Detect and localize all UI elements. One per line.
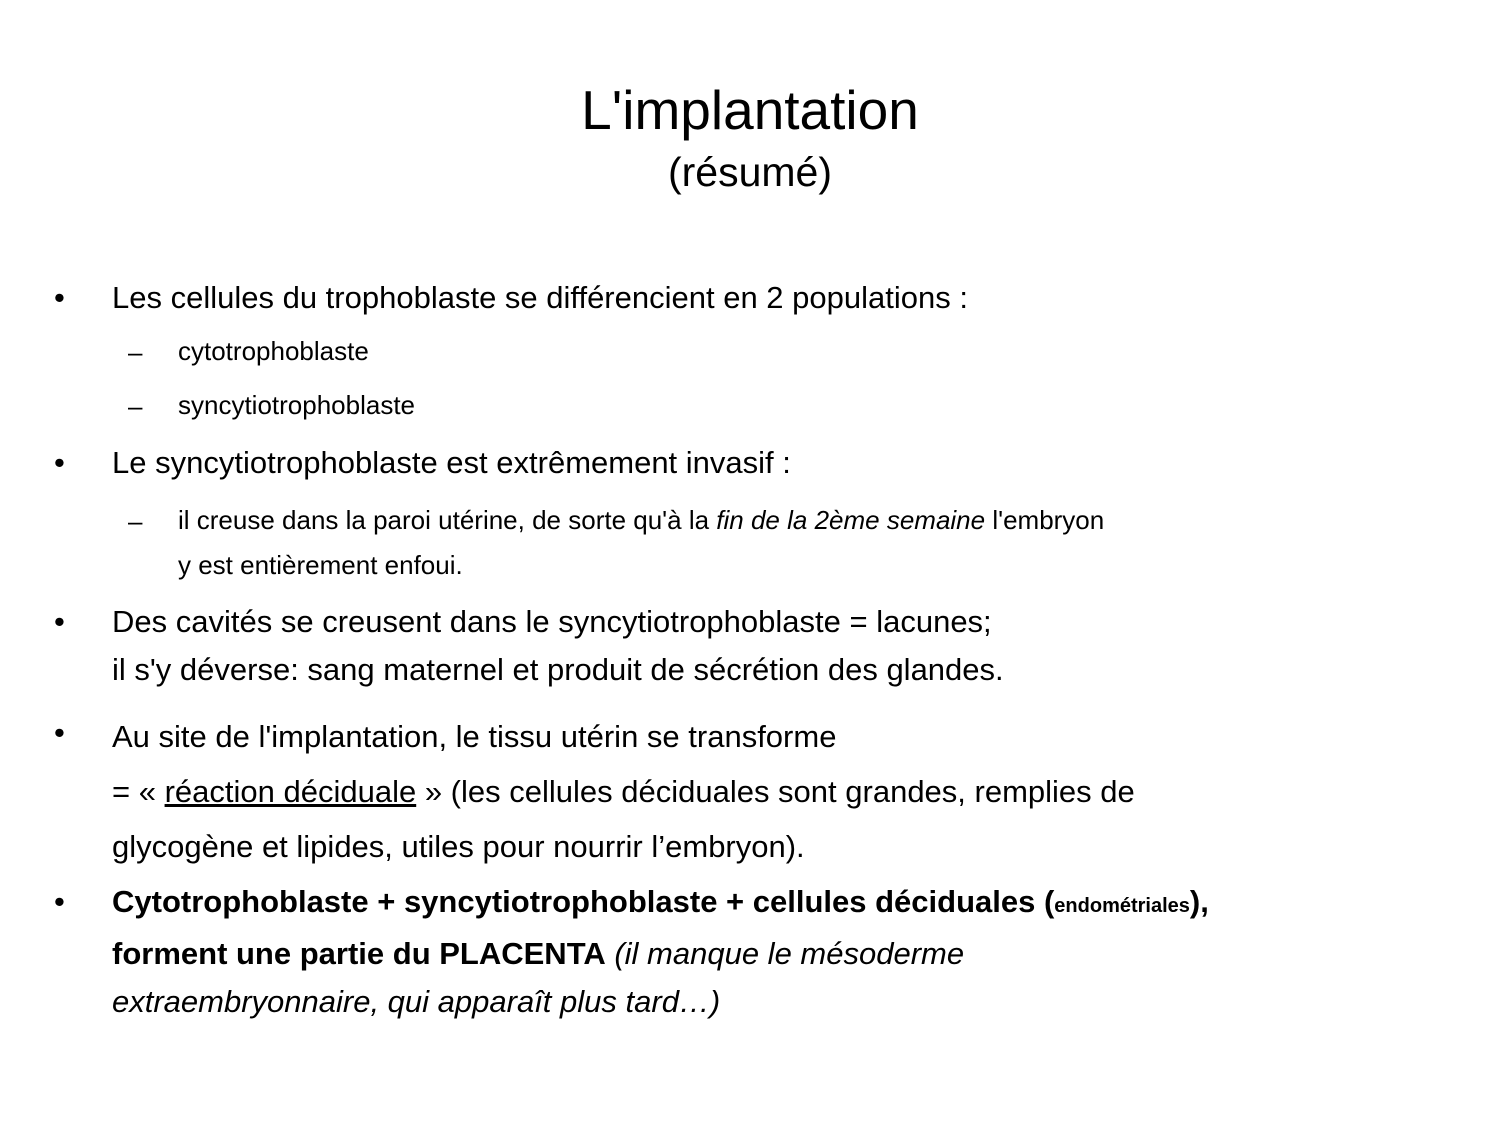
sub-bullet-2-1-italic: fin de la 2ème semaine — [716, 505, 986, 535]
bullet-5-italic2: extraembryonnaire, qui apparaît plus tard…) — [112, 984, 721, 1019]
bullet-5-bold3: forment une partie du PLACENTA — [112, 936, 606, 971]
slide-subtitle: (résumé) — [667, 149, 833, 195]
bullet-marker: • — [54, 715, 65, 750]
bullet-3-text — [112, 598, 1452, 694]
bullet-4-line1: Au site de l'implantation, le tissu utérin se transforme — [112, 719, 837, 754]
reaction-deciduale-term: réaction déciduale — [164, 774, 417, 809]
sub-bullet-2-1-line2: y est entièrement enfoui. — [178, 550, 463, 580]
bullet-marker: • — [54, 884, 65, 919]
dash-marker: – — [128, 391, 143, 421]
bullet-5-small: endométriales — [1054, 895, 1190, 917]
dash-marker: – — [128, 506, 143, 536]
bullet-1-text: Les cellules du trophoblaste se différencient en 2 populations : — [112, 280, 968, 315]
slide-title: L'implantation — [581, 79, 919, 141]
sub-bullet-2-1-part1: il creuse dans la paroi utérine, de sorte qu'à la — [178, 505, 717, 535]
sub-bullet-1-1-text: cytotrophoblaste — [178, 336, 369, 366]
dash-marker: – — [128, 337, 143, 367]
sub-bullet-2-1-part2: l'embryon — [985, 505, 1105, 535]
sub-bullet-1-2-text: syncytiotrophoblaste — [178, 390, 416, 420]
bullet-4-line2-prefix: = « — [112, 774, 165, 809]
bullet-marker: • — [54, 604, 65, 639]
sub-bullet-2-1-text — [178, 498, 1428, 588]
bullet-5-bold2: ), — [1189, 884, 1209, 919]
bullet-5-text — [112, 878, 1452, 1026]
bullet-4-text — [112, 709, 1452, 874]
bullet-3-line1: Des cavités se creusent dans le syncytiotrophoblaste = lacunes; — [112, 604, 992, 639]
bullet-5-italic1: (il manque le mésoderme — [605, 936, 965, 971]
bullet-4-line2-suffix: » (les cellules déciduales sont grandes, remplies de — [416, 774, 1135, 809]
bullet-5-bold1: Cytotrophoblaste + syncytiotrophoblaste + cellules déciduales ( — [112, 884, 1055, 919]
bullet-marker: • — [54, 280, 65, 315]
bullet-marker: • — [54, 445, 65, 480]
bullet-3-line2: il s'y déverse: sang maternel et produit de sécrétion des glandes. — [112, 652, 1004, 687]
bullet-2-text: Le syncytiotrophoblaste est extrêmement invasif : — [112, 445, 791, 480]
bullet-4-line3: glycogène et lipides, utiles pour nourrir l’embryon). — [112, 829, 805, 864]
